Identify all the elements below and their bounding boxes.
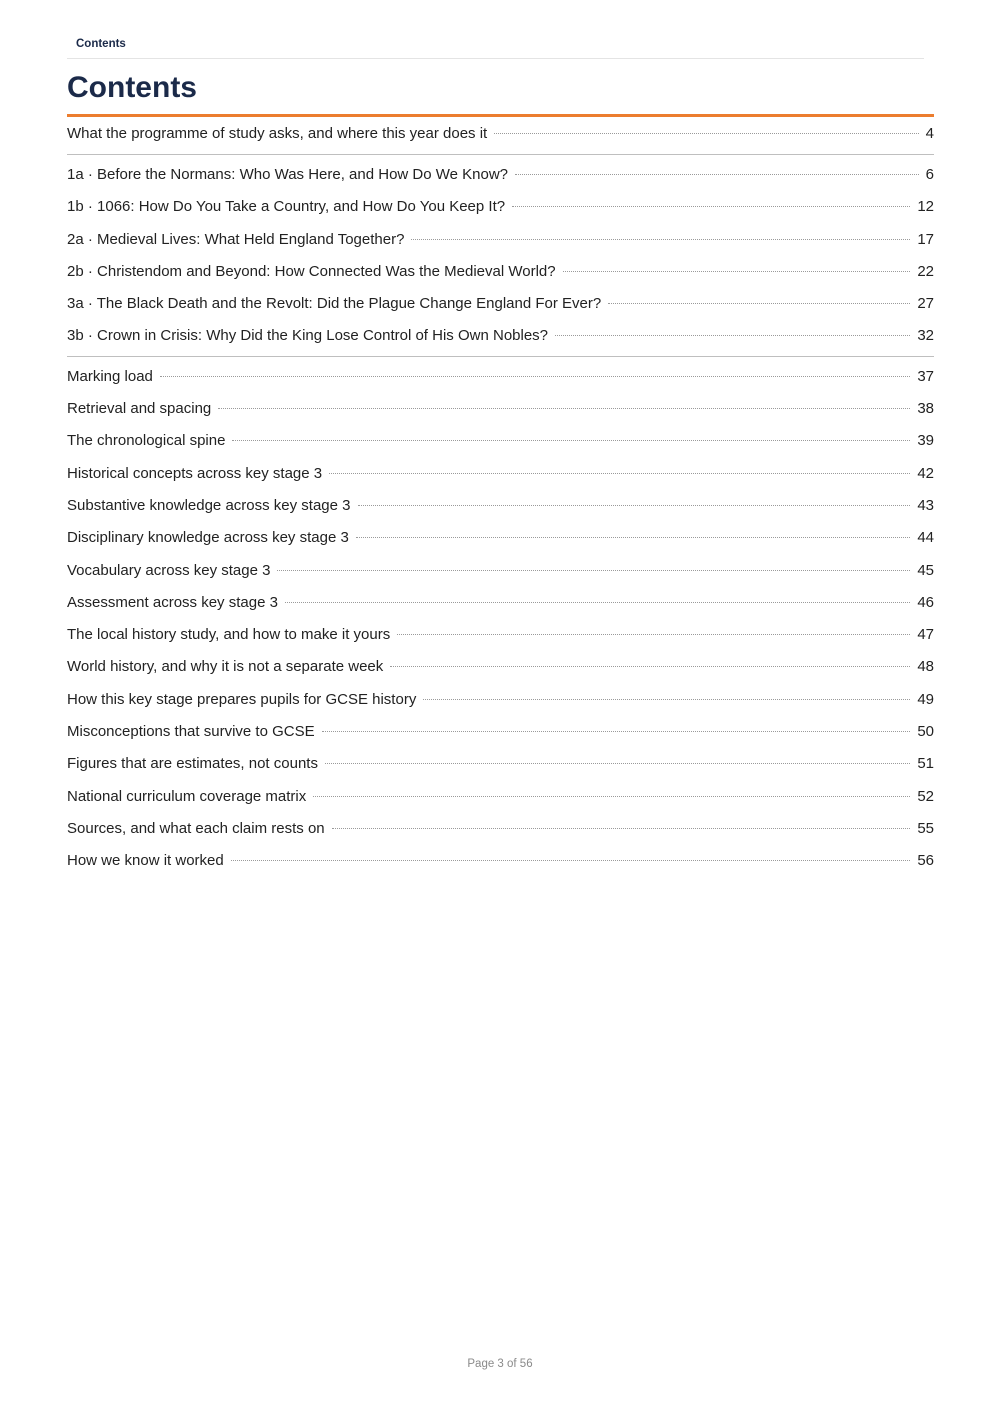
toc-dot-leader [277, 570, 910, 571]
toc-entry-page-number: 43 [917, 496, 934, 514]
toc-dot-leader [356, 537, 911, 538]
toc-entry-label: Marking load [67, 367, 153, 385]
toc-dot-leader [285, 602, 910, 603]
toc-dot-leader [325, 763, 910, 764]
toc-entry-page-number: 42 [917, 464, 934, 482]
toc-dot-leader [494, 133, 918, 134]
toc-entry-page-number: 49 [917, 690, 934, 708]
toc-entry[interactable] [67, 425, 934, 457]
toc-entry[interactable] [67, 587, 934, 619]
toc-entry-page-number: 22 [917, 262, 934, 280]
toc-entry[interactable] [67, 256, 934, 288]
toc-group [67, 356, 934, 878]
toc-entry-label: Substantive knowledge across key stage 3 [67, 496, 351, 514]
toc-entry-label: Sources, and what each claim rests on [67, 819, 325, 837]
toc-dot-leader [397, 634, 910, 635]
toc-entry-page-number: 27 [917, 295, 934, 313]
table-of-contents [67, 117, 934, 878]
toc-entry-label: The local history study, and how to make it yours [67, 626, 391, 644]
toc-entry-label: 2b · Christendom and Beyond: How Connected Was the Medieval World? [67, 262, 556, 280]
toc-dot-leader [329, 473, 910, 474]
toc-entry[interactable] [67, 781, 934, 813]
toc-entry[interactable] [67, 748, 934, 780]
toc-dot-leader [411, 239, 910, 240]
toc-entry[interactable] [67, 288, 934, 320]
toc-dot-leader [322, 731, 911, 732]
toc-entry-label: What the programme of study asks, and where this year does it [67, 125, 488, 142]
toc-entry[interactable] [67, 684, 934, 716]
toc-entry-label: Disciplinary knowledge across key stage 3 [67, 529, 349, 547]
toc-entry-page-number: 48 [917, 658, 934, 676]
toc-entry-page-number: 45 [917, 561, 934, 579]
toc-entry-page-number: 37 [917, 367, 934, 385]
toc-entry-label: 1a · Before the Normans: Who Was Here, and How Do We Know? [67, 166, 509, 183]
page-title: Contents [67, 71, 197, 104]
toc-dot-leader [563, 271, 911, 272]
toc-entry-label: Vocabulary across key stage 3 [67, 561, 271, 579]
toc-entry-page-number: 12 [917, 198, 934, 216]
toc-entry-label: Figures that are estimates, not counts [67, 755, 318, 773]
toc-dot-leader [608, 303, 910, 304]
toc-entry-page-number: 55 [917, 819, 934, 837]
toc-entry-page-number: 6 [925, 166, 934, 183]
toc-entry[interactable] [67, 813, 934, 845]
toc-entry[interactable] [67, 224, 934, 256]
toc-entry-label: Historical concepts across key stage 3 [67, 464, 323, 482]
toc-entry-label: The chronological spine [67, 432, 226, 450]
toc-dot-leader [231, 860, 911, 861]
toc-entry[interactable] [67, 619, 934, 651]
toc-entry-page-number: 39 [917, 432, 934, 450]
toc-group [67, 154, 934, 356]
toc-entry-label: 2a · Medieval Lives: What Held England Together? [67, 230, 405, 248]
toc-entry-label: How this key stage prepares pupils for GCSE history [67, 690, 417, 708]
toc-entry-page-number: 50 [917, 723, 934, 741]
toc-entry[interactable] [67, 490, 934, 522]
toc-dot-leader [313, 796, 910, 797]
page-number-footer: Page 3 of 56 [467, 1358, 533, 1370]
toc-entry-label: National curriculum coverage matrix [67, 787, 307, 805]
toc-entry-page-number: 56 [917, 852, 934, 870]
toc-dot-leader [423, 699, 910, 700]
toc-entry[interactable] [67, 393, 934, 425]
toc-entry[interactable] [67, 458, 934, 490]
toc-entry[interactable] [67, 159, 934, 191]
toc-entry-label: Assessment across key stage 3 [67, 593, 278, 611]
toc-entry-label: 3a · The Black Death and the Revolt: Did the Plague Change England For Ever? [67, 295, 602, 313]
header-divider [67, 58, 924, 59]
toc-entry[interactable] [67, 522, 934, 554]
toc-dot-leader [358, 505, 911, 506]
toc-dot-leader [232, 440, 910, 441]
toc-entry-page-number: 47 [917, 626, 934, 644]
toc-entry-page-number: 17 [917, 230, 934, 248]
toc-entry[interactable] [67, 845, 934, 877]
toc-entry-page-number: 52 [917, 787, 934, 805]
toc-group [67, 117, 934, 154]
toc-dot-leader [512, 206, 910, 207]
toc-entry[interactable] [67, 117, 934, 154]
toc-entry[interactable] [67, 191, 934, 223]
toc-dot-leader [160, 376, 910, 377]
toc-entry-label: How we know it worked [67, 852, 224, 870]
toc-entry-page-number: 4 [925, 125, 934, 142]
toc-entry[interactable] [67, 555, 934, 587]
toc-entry-page-number: 46 [917, 593, 934, 611]
toc-entry-label: 1b · 1066: How Do You Take a Country, and How Do You Keep It? [67, 198, 506, 216]
toc-entry-label: Misconceptions that survive to GCSE [67, 723, 315, 741]
toc-entry[interactable] [67, 651, 934, 683]
toc-entry-page-number: 51 [917, 755, 934, 773]
toc-dot-leader [390, 666, 910, 667]
toc-entry-page-number: 44 [917, 529, 934, 547]
running-header: Contents [76, 38, 126, 50]
toc-entry[interactable] [67, 320, 934, 352]
toc-entry-label: Retrieval and spacing [67, 400, 212, 418]
toc-entry-label: World history, and why it is not a separate week [67, 658, 384, 676]
toc-dot-leader [332, 828, 911, 829]
toc-dot-leader [515, 174, 919, 175]
toc-entry-page-number: 32 [917, 327, 934, 345]
toc-dot-leader [555, 335, 910, 336]
toc-entry-label: 3b · Crown in Crisis: Why Did the King Lose Control of His Own Nobles? [67, 327, 549, 345]
toc-dot-leader [218, 408, 910, 409]
toc-entry-page-number: 38 [917, 400, 934, 418]
toc-entry[interactable] [67, 361, 934, 393]
toc-entry[interactable] [67, 716, 934, 748]
